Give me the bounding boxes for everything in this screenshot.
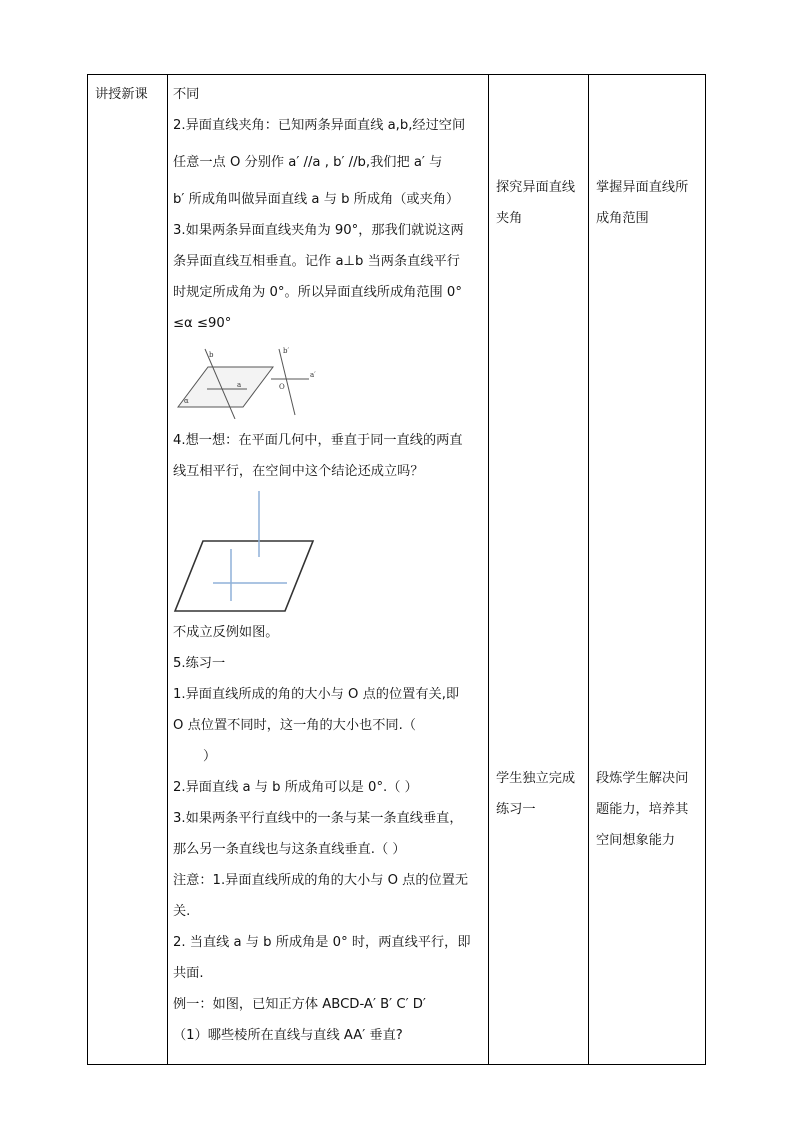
lesson-table: [87, 74, 706, 1065]
activity-line: 学生独立完成: [496, 771, 576, 786]
column-divider: [588, 75, 589, 1064]
content-line: 2.异面直线夹角：已知两条异面直线 a,b,经过空间: [173, 118, 466, 133]
section-label: 讲授新课: [95, 87, 148, 102]
content-line: 不成立反例如图。: [173, 625, 279, 640]
content-line: 2. 当直线 a 与 b 所成角是 0° 时，两直线平行，即: [173, 935, 471, 950]
column-divider: [167, 75, 168, 1064]
intent-line: 成角范围: [596, 211, 649, 226]
content-line: 3.如果两条异面直线夹角为 90°，那我们就说这两: [173, 223, 464, 238]
section-label-cell: [95, 79, 169, 110]
counterexample-figure: [173, 489, 483, 617]
activity-cell-1: [496, 172, 588, 234]
content-line: 线互相平行，在空间中这个结论还成立吗？: [173, 464, 424, 479]
label-o: O: [279, 383, 285, 391]
activity-line: 练习一: [496, 802, 536, 817]
intent-line: 空间想象能力: [596, 833, 676, 848]
content-line: ）: [203, 749, 217, 764]
label-a: a: [237, 381, 242, 389]
content-line: 时规定所成角为 0°。所以异面直线所成角范围 0°: [173, 285, 462, 300]
intent-cell-1: [596, 172, 704, 234]
content-line: 4.想一想：在平面几何中，垂直于同一直线的两直: [173, 433, 463, 448]
label-a-prime: a′: [310, 371, 316, 379]
content-line: 1.异面直线所成的角的大小与 O 点的位置有关,即: [173, 687, 460, 702]
content-cell: [173, 79, 485, 1051]
content-line: （1）哪些棱所在直线与直线 AA′ 垂直?: [173, 1028, 403, 1043]
content-line: 共面.: [173, 966, 204, 981]
content-line: O 点位置不同时，这一角的大小也不同.（: [173, 718, 416, 733]
content-line: 那么另一条直线也与这条直线垂直.（ ）: [173, 842, 406, 857]
intent-line: 掌握异面直线所: [596, 180, 689, 195]
content-line: 任意一点 O 分别作 a′ //a , b′ //b,我们把 a′ 与: [173, 155, 443, 170]
plane-shape: [175, 541, 313, 611]
intent-cell-2: [596, 763, 704, 856]
label-b: b: [209, 351, 214, 359]
column-divider: [488, 75, 489, 1064]
content-line: 关.: [173, 904, 191, 919]
content-line: 条异面直线互相垂直。记作 a⊥b 当两条直线平行: [173, 254, 460, 269]
content-line: 注意：1.异面直线所成的角的大小与 O 点的位置无: [173, 873, 469, 888]
line-b-prime: [279, 349, 295, 415]
label-alpha: α: [184, 397, 189, 405]
label-b-prime: b′: [283, 347, 290, 355]
plane-shape: [178, 367, 273, 407]
skew-lines-figure: [173, 345, 483, 419]
activity-cell-2: [496, 763, 588, 825]
content-line: 3.如果两条平行直线中的一条与某一条直线垂直，: [173, 811, 463, 826]
activity-line: 探究异面直线: [496, 180, 576, 195]
content-line: 不同: [173, 87, 200, 102]
intent-line: 题能力，培养其: [596, 802, 689, 817]
intent-line: 段炼学生解决问: [596, 771, 689, 786]
content-line: ≤α ≤90°: [173, 316, 232, 331]
content-line: 2.异面直线 a 与 b 所成角可以是 0°.（ ）: [173, 780, 418, 795]
content-line: 5.练习一: [173, 656, 226, 671]
content-line: b′ 所成角叫做异面直线 a 与 b 所成角（或夹角）: [173, 192, 460, 207]
activity-line: 夹角: [496, 211, 523, 226]
content-line: 例一：如图，已知正方体 ABCD-A′ B′ C′ D′: [173, 997, 426, 1012]
